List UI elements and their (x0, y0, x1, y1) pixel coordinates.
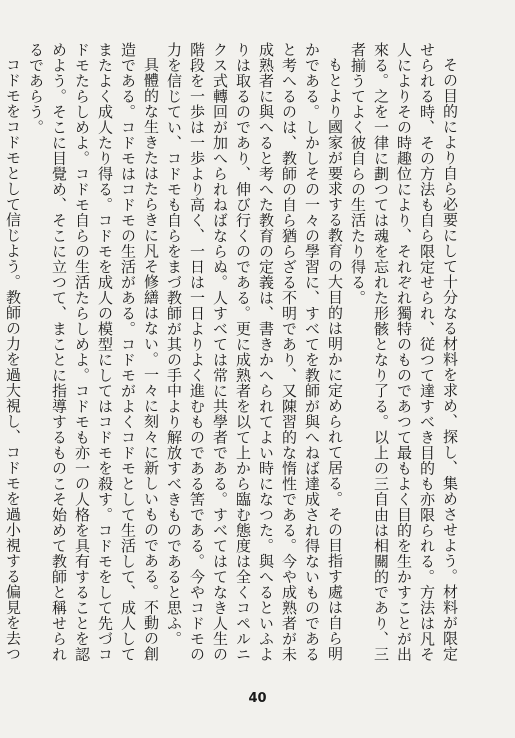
paragraph-2: もとより國家が要求する教育の大目的は明かに定められて居る。その目指す處は自ら明かである。しかしその一々の學習に、すべてを教師が與へねば達成され得ないものであると考へるのは、教師の自ら猶らざる不明であり、又陳習的な惰性である。今や成熟者が未成熟者に與へると考へた教育の定義は、書きかへられてよい時になつた。與へるといふよりは取るのであり、伸び行くのである。更に成熟者を以て上から臨む態度は全くコペルニクス式轉回が加へられねばならぬ。人すべては常に共學者である。すべてはてなき人生の階段を一歩は一歩より高く、一日は一日よりよく進むものである筈である。今やコドモの力を信じてい、コドモも自らをまづ教師が其の手中より解放すべきものであると思ふ。 (165, 42, 344, 662)
paragraph-3: 具體的な生きたはたらきに凡そ修繕はない。一々に刻々に新しいものである。不動の創造である。コドモはコドモの生活がある。コドモがよくコドモとして生活して、成人してまたよく成人たり得る。コドモを成人の模型にしてはコドモを殺す。コドモをして先づコドモたらしめよ。コドモ自らの生活たらしめよ。コドモも亦一の人格を具有することを認めよう。そこに目覺め、そこに立つて、まことに指導するものこそ始めて教師と稱せられるであらう。 (27, 42, 160, 662)
paragraph-1: その目的により自ら必要にして十分なる材料を求め、探し、集めさせよう。材料が限定せられる時、その方法も自ら限定せられ、従つて達すべき目的も亦限られる。方法は凡そ人によりその時趣位により、それぞれ獨特のものであつて最もよく目的を生かすことが出來る。之を一律に劃つては魂を忘れた形骸となり了る。以上の三自由は相關的であり、三者揃うてよく彼自らの生活たり得る。 (349, 42, 459, 662)
page-number: 40 (248, 691, 267, 706)
vertical-text-body (4, 42, 461, 662)
paragraph-4: コドモをコドモとして信じよう。教師の力を過大視し、コドモを過小視する偏見を去つ (4, 57, 22, 662)
